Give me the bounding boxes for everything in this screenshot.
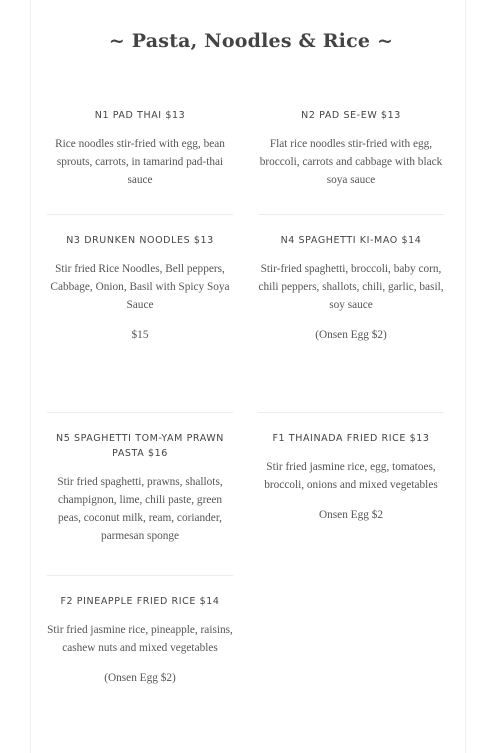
menu-item-name: N3 DRUNKEN NOODLES $13 (66, 235, 214, 246)
menu-item-description: Stir fried jasmine rice, pineapple, raisins, cashew nuts and mixed vegetables (47, 624, 233, 654)
divider (258, 412, 444, 413)
menu-item-name: N5 SPAGHETTI TOM-YAM PRAWN PASTA $16 (55, 433, 224, 459)
menu-item-description: Flat rice noodles stir-fried with egg, broccoli, carrots and cabbage with black soya sauce (259, 138, 443, 186)
menu-item-n1 (47, 108, 233, 189)
divider (258, 214, 444, 215)
menu-item-description: Stir-fried spaghetti, broccoli, baby corn, chili peppers, shallots, chili, garlic, basil, soy sauce (258, 263, 444, 311)
menu-item-name: N4 SPAGHETTI KI-MAO $14 (280, 235, 422, 246)
menu-item-description: Stir fried jasmine rice, egg, tomatoes, broccoli, onions and mixed vegetables (264, 461, 438, 491)
menu-item-name: N1 PAD THAI $13 (94, 110, 186, 121)
menu-item-f2 (47, 594, 233, 687)
menu-item-description: Stir fried spaghetti, prawns, shallots, champignon, lime, chili paste, green peas, coconut milk, ream, coriander, parmesan sponge (57, 476, 223, 542)
menu-item-name: F2 PINEAPPLE FRIED RICE $14 (60, 596, 220, 607)
menu-item-n2 (258, 108, 444, 189)
menu-item-extra: $15 (131, 329, 149, 341)
menu-item-n4 (258, 233, 444, 344)
menu-item-f1 (258, 431, 444, 524)
menu-item-extra: (Onsen Egg $2) (315, 329, 387, 341)
divider (47, 412, 233, 413)
menu-item-n5 (47, 431, 233, 545)
menu-item-description: Stir fried Rice Noodles, Bell peppers, Cabbage, Onion, Basil with Spicy Soya Sauce (50, 263, 230, 311)
menu-item-name: N2 PAD SE-EW $13 (301, 110, 401, 121)
menu-item-n3 (47, 233, 233, 344)
menu-item-description: Rice noodles stir-fried with egg, bean sprouts, carrots, in tamarind pad-thai sauce (55, 138, 225, 186)
divider (47, 214, 233, 215)
menu-item-extra: (Onsen Egg $2) (104, 672, 176, 684)
menu-item-name: F1 THAINADA FRIED RICE $13 (272, 433, 430, 444)
section-title: ~ Pasta, Noodles & Rice ~ (108, 30, 394, 52)
menu-item-extra: Onsen Egg $2 (318, 509, 383, 521)
divider (47, 575, 233, 576)
